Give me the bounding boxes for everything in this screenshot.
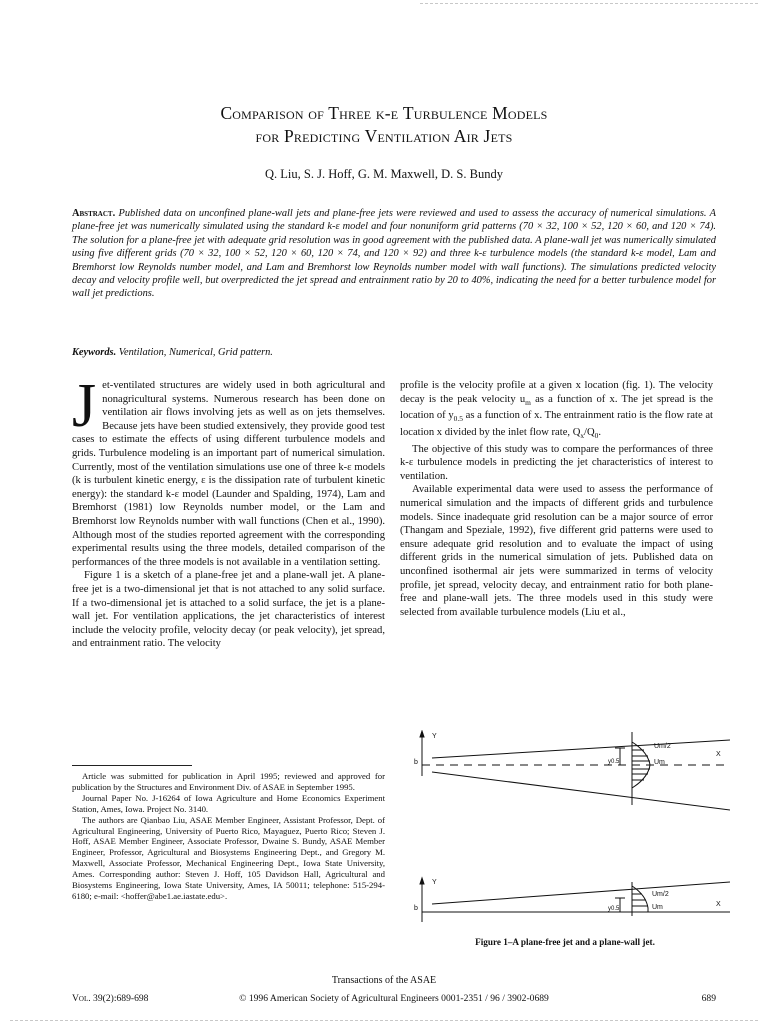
right-column [400,379,713,619]
journal-name: Transactions of the ASAE [331,975,437,986]
plane-wall-jet-diagram [420,878,730,922]
top-dashed-rule [420,3,758,4]
wall-jet-x-label: X [716,901,721,908]
free-jet-um-label: Um [654,759,665,766]
keywords-text: Ventilation, Numerical, Grid pattern. [118,347,273,358]
intro-paragraph-1 [72,372,385,569]
title-line-1: Comparison of Three k-ε Turbulence Models [220,103,548,123]
left-column [72,372,385,651]
abstract [72,207,716,301]
free-jet-y-arrow [420,731,424,737]
paper-title [0,102,768,148]
copyright-line: © 1996 American Society of Agricultural Engineers 0001-2351 / 96 / 3902-0689 [239,993,549,1004]
figure-caption: Figure 1–A plane-free jet and a plane-wall jet. [475,937,655,947]
rp1-a: profile is the velocity profile at a given x location (fig. 1). The velocity decay is the peak velocity u [400,380,713,405]
author-list: Q. Liu, S. J. Hoff, G. M. Maxwell, D. S. Bundy [265,167,503,181]
rp1-sub-m: m [525,397,531,407]
rp1-d: /Q [584,427,595,438]
rp1-e: . [598,427,601,438]
free-jet-x-label: X [716,751,721,758]
wall-jet-um-label: Um [652,904,663,911]
right-paragraph-2: The objective of this study was to compare the performances of three k-ε turbulence models in predicting the jet characteristics of interest to ventilation. [400,443,713,482]
footnote-authors: The authors are Qianbao Liu, ASAE Member Engineer, Assistant Professor, Dept. of Agricultural Engineering, University of Puerto Rico, Mayaguez, Puerto Rico; Steven J. Hoff, ASAE Member Engineer, Associate Professor, Dwaine S. Bundy, ASAE Member Engineer, Professor, Agricultural and Biosystems Engineering Dept., and Gregory M. Maxwell, Associate Professor, Mechanical Engineering Dept., Iowa State University, Ames. Corresponding author: Steven J. Hoff, 105 Davidson Hall, Agricultural and Biosystems Engineering, Iowa State University, Ames, IA 50011; telephone: 515-294-6180; e-mail: <hoffer@abe1.ae.iastate.edu>. [72,814,385,901]
footnote-submission: Article was submitted for publication in April 1995; reviewed and approved for publication by the Structures and Environment Div. of ASAE in September 1995. [72,771,385,792]
wall-jet-velocity-profile [632,886,648,912]
wall-jet-half-velocity-label: Um/2 [652,891,669,898]
intro-paragraph-2: Figure 1 is a sketch of a plane-free jet and a plane-wall jet. A plane-free jet is a two-dimensional jet that is not attached to any solid surface. If a two-dimensional jet is attached to a solid surface, the jet is a plane-wall jet. For ventilation applications, the jet characteristics of interest include the velocity profile, velocity decay (or peak velocity), jet spread, and entrainment ratio. The velocity [72,570,385,650]
drop-cap: J [72,372,97,440]
free-jet-half-velocity-label: Um/2 [654,743,671,750]
free-jet-b-label: b [414,759,418,766]
rp1-sub-0: 0 [594,431,599,441]
footnote-journal-paper: Journal Paper No. J-16264 of Iowa Agriculture and Home Economics Experiment Station, Ames, Iowa. Project No. 3140. [72,792,385,814]
wall-jet-b-label: b [414,905,418,912]
free-jet-lower-boundary [432,772,730,810]
plane-free-jet-diagram [420,731,730,810]
abstract-label: Abstract. [72,208,116,219]
wall-jet-y-arrow [420,878,424,884]
abstract-text: Published data on unconfined plane-wall jets and plane-free jets were reviewed and used to assess the accuracy of numerical simulations. A plane-free jet was numerically simulated using the standard k-ε model and four nonuniform grid patterns (70 × 32, 100 × 52, 120 × 60, and 120 × 74). The solution for a plane-free jet with adequate grid resolution was in good agreement with the published data. A plane-wall jet was numerically simulated using five different grids (70 × 32, 100 × 52, 120 × 60, 120 × 74, and 120 × 92) and three k-ε turbulence models (the standard k-ε model, Lam and Bremhorst low Reynolds number model, and Lam and Bremhorst low Reynolds number model with wall functions). The simulations predicted velocity decay and velocity profile well, but overpredicted the jet spread and entrainment ratio by 20 to 40%, indicating the need for a better turbulence model for wall jet predictions. [72,208,716,300]
wall-jet-y-label: Y [432,879,437,886]
figure-1-diagram [412,730,730,940]
volume-info: Vol. 39(2):689-698 [72,993,149,1004]
wall-jet-y05-label: y0.5 [608,906,620,912]
rp1-sub-05: 0.5 [453,414,463,424]
keywords-label: Keywords. [72,347,117,358]
keywords [72,347,716,358]
footnotes [72,771,385,902]
wall-jet-upper-boundary [432,882,730,904]
rp1-c: as a function of x. The entrainment ratio is the flow rate at location x divided by the inlet flow rate, Q [400,410,713,438]
bottom-dashed-rule [10,1020,758,1021]
rp1-sub-x: x [580,431,585,441]
free-jet-y-label: Y [432,733,437,740]
free-jet-upper-boundary [432,740,730,758]
right-paragraph-3: Available experimental data were used to assess the performance of numerical simulation and the impacts of different grids and turbulence models. Since inadequate grid resolution can be a major source of error (Thangam and Speziale, 1992), five different grid patterns were used to ensure adequate grid resolution and to evaluate the impact of using different grids in the numerical simulation of jets. Published data on unconfined isothermal air jets were summarized in terms of velocity profile, jet spread, velocity decay, and entrainment ratio for both plane-free and plane-wall jets. The three models used in this study were selected from available turbulence models (Liu et al., [400,484,713,618]
rp1-b: as a function of x. The jet spread is the location of y [400,393,713,422]
title-line-2: for Predicting Ventilation Air Jets [255,126,513,146]
free-jet-y05-label: y0.5 [608,759,620,765]
right-paragraph-1 [400,379,713,443]
footnote-divider [72,765,192,766]
page-number: 689 [701,993,716,1004]
intro-paragraph-1-text: et-ventilated structures are widely used in both agricultural and nonagricultural systems. Numerous research has been done on ventilation air flows involving jets as well as on jets themselves. Because jets have been studied extensively, they provide good test cases to estimate the effects of using different turbulence models and grids. Turbulence modeling is an important part of numerical simulation. Currently, most of the ventilation simulations use one of three k-ε models (k is turbulent kinetic energy, ε is the dissipation rate of turbulent kinetic energy): the standard k-ε model (Launder and Spalding, 1974), Lam and Bremhorst (1981) low Reynolds number model, or the Lam and Bremhorst low Reynolds number with wall functions (Chen et al., 1990). Although most of the studies reported agreement with the corresponding experimental results using the three models, detailed comparison of the performances of the three models is not available in a ventilation setting. [72,380,385,568]
